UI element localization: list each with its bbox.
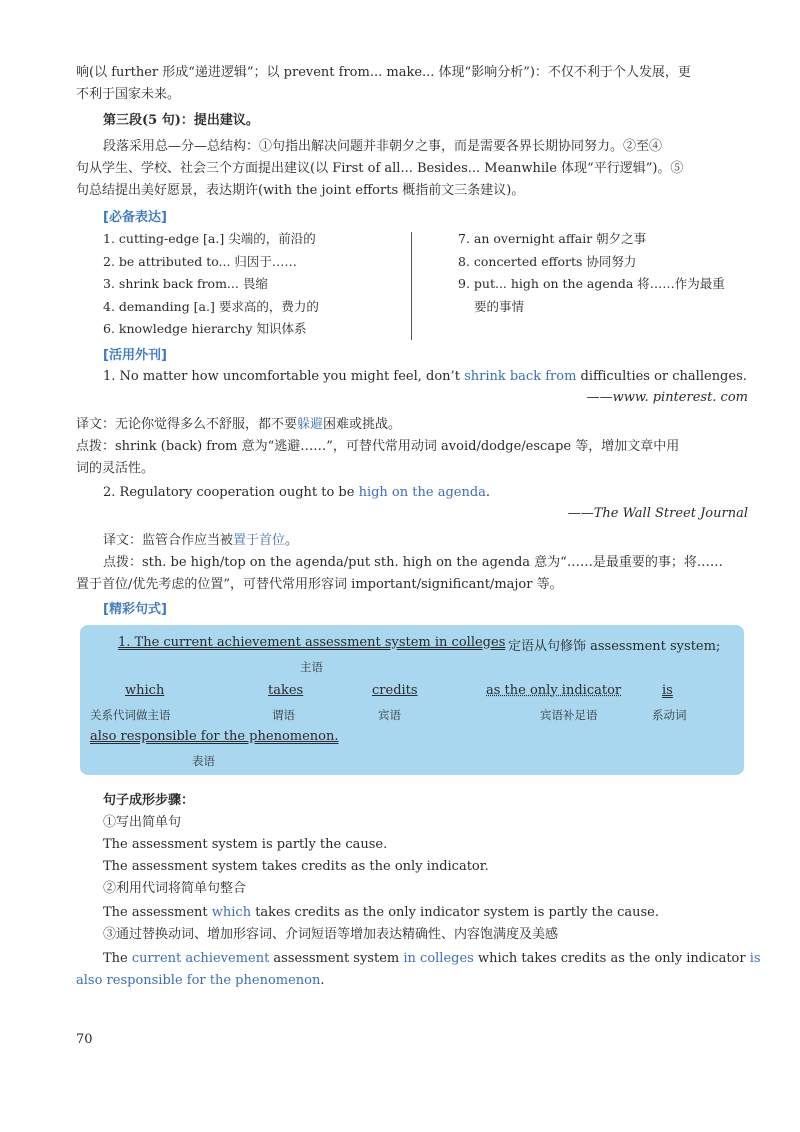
example2-tip-line2: 置于首位/优先考虑的位置”，可替代常用形容词 important/significant/major 等。: [76, 577, 563, 592]
expression-item: 8. concerted efforts 协同努力: [458, 253, 637, 269]
subject-phrase: 1. The current achievement assessment system in colleges: [118, 635, 506, 650]
expressions-right-list: [458, 228, 725, 318]
step3-sentence-line2: also responsible for the phenomenon.: [76, 973, 325, 988]
para2-line3: 句总结提出美好愿景，表达期许(with the joint efforts 概指前文三条建议)。: [76, 183, 525, 198]
word-indicator: as the only indicator: [486, 683, 622, 698]
expression-item: 1. cutting-edge [a.] 尖端的，前沿的: [103, 231, 316, 246]
translation-highlight: 躲避: [297, 417, 324, 432]
step1-sentence1: The assessment system is partly the cause.: [103, 837, 388, 852]
para2-line1: 段落采用总—分—总结构：①句指出解决问题并非朝夕之事，而是需要各界长期协同努力。②至④: [103, 139, 663, 154]
expression-item: 4. demanding [a.] 要求高的，费力的: [103, 298, 319, 314]
step1-label: ①写出简单句: [103, 815, 182, 830]
caption-credits: 宾语: [378, 708, 401, 722]
third-paragraph-heading: 第三段(5 句)：提出建议。: [103, 113, 259, 128]
section-must-expressions: [必备表达]: [103, 210, 167, 225]
expression-item: 9. put... high on the agenda 将……作为最重: [458, 276, 725, 291]
word-credits: credits: [372, 683, 418, 698]
caption-is: 系动词: [652, 708, 687, 722]
example2-translation: 译文：监管合作应当被置于首位。: [103, 533, 299, 548]
step1-sentence2: The assessment system takes credits as the only indicator.: [103, 859, 489, 874]
expression-item: 2. be attributed to... 归因于……: [103, 253, 297, 269]
para2-line2: 句从学生、学校、社会三个方面提出建议(以 First of all... Besides... Meanwhile 体现“平行逻辑”)。⑤: [76, 161, 684, 176]
word-takes: takes: [268, 683, 304, 698]
example1-sentence: 1. No matter how uncomfortable you might feel, don’t shrink back from difficulties or challenges.: [103, 369, 747, 384]
caption-indicator: 宾语补足语: [540, 708, 598, 722]
caption-responsible: 表语: [192, 754, 215, 768]
caption-which: 关系代词做主语: [90, 708, 171, 722]
steps-heading: 句子成形步骤：: [103, 793, 195, 808]
page-number: 70: [76, 1032, 93, 1047]
word-which: which: [125, 683, 165, 698]
example2-tip-line1: 点拨：sth. be high/top on the agenda/put sth. high on the agenda 意为“……是最重要的事；将……: [103, 555, 723, 570]
translation-highlight: 置于首位: [233, 533, 286, 548]
word-is: is: [662, 683, 673, 698]
sentence-analysis-panel: [80, 625, 744, 775]
step2-sentence: The assessment which takes credits as the only indicator system is partly the cause.: [103, 905, 659, 920]
caption-takes: 谓语: [272, 708, 295, 722]
expression-item-continued: 要的事情: [474, 298, 525, 314]
expression-item: 3. shrink back from... 畏缩: [103, 276, 268, 291]
example1-source: ——www. pinterest. com: [586, 390, 748, 405]
example1-tip-line2: 词的灵活性。: [76, 461, 155, 476]
section-usage: [活用外刊]: [103, 348, 167, 363]
para1-line2: 不利于国家未来。: [76, 87, 181, 102]
column-divider: [411, 232, 412, 340]
step3-sentence-line1: The current achievement assessment system in colleges which takes credits as the only indicator is: [103, 951, 761, 966]
example2-sentence: 2. Regulatory cooperation ought to be high on the agenda.: [103, 485, 491, 500]
example1-translation: 译文：无论你觉得多么不舒服，都不要躲避困难或挑战。: [76, 417, 402, 432]
expression-item: 7. an overnight affair 朝夕之事: [458, 231, 647, 246]
example1-phrase: shrink back from: [464, 369, 577, 384]
example2-source: ——The Wall Street Journal: [567, 506, 748, 521]
subject-caption: 主语: [300, 660, 323, 674]
example2-phrase: high on the agenda: [358, 485, 486, 500]
example1-tip-line1: 点拨：shrink (back) from 意为“逃避……”，可替代常用动词 avoid/dodge/escape 等，增加文章中用: [76, 439, 680, 454]
step3-label: ③通过替换动词、增加形容词、介词短语等增加表达精确性、内容饱满度及美感: [103, 927, 559, 942]
section-sentence-patterns: [精彩句式]: [103, 602, 167, 617]
subject-note: 定语从句修饰 assessment system;: [508, 639, 721, 654]
expression-item: 6. knowledge hierarchy 知识体系: [103, 321, 307, 336]
step2-highlight: which: [211, 905, 252, 920]
step2-label: ②利用代词将简单句整合: [103, 881, 247, 896]
expressions-left-list: [103, 228, 319, 341]
word-responsible: also responsible for the phenomenon.: [90, 729, 339, 744]
para1-line1: 响(以 further 形成“递进逻辑”；以 prevent from... make... 体现“影响分析”)：不仅不利于个人发展，更: [76, 65, 691, 80]
